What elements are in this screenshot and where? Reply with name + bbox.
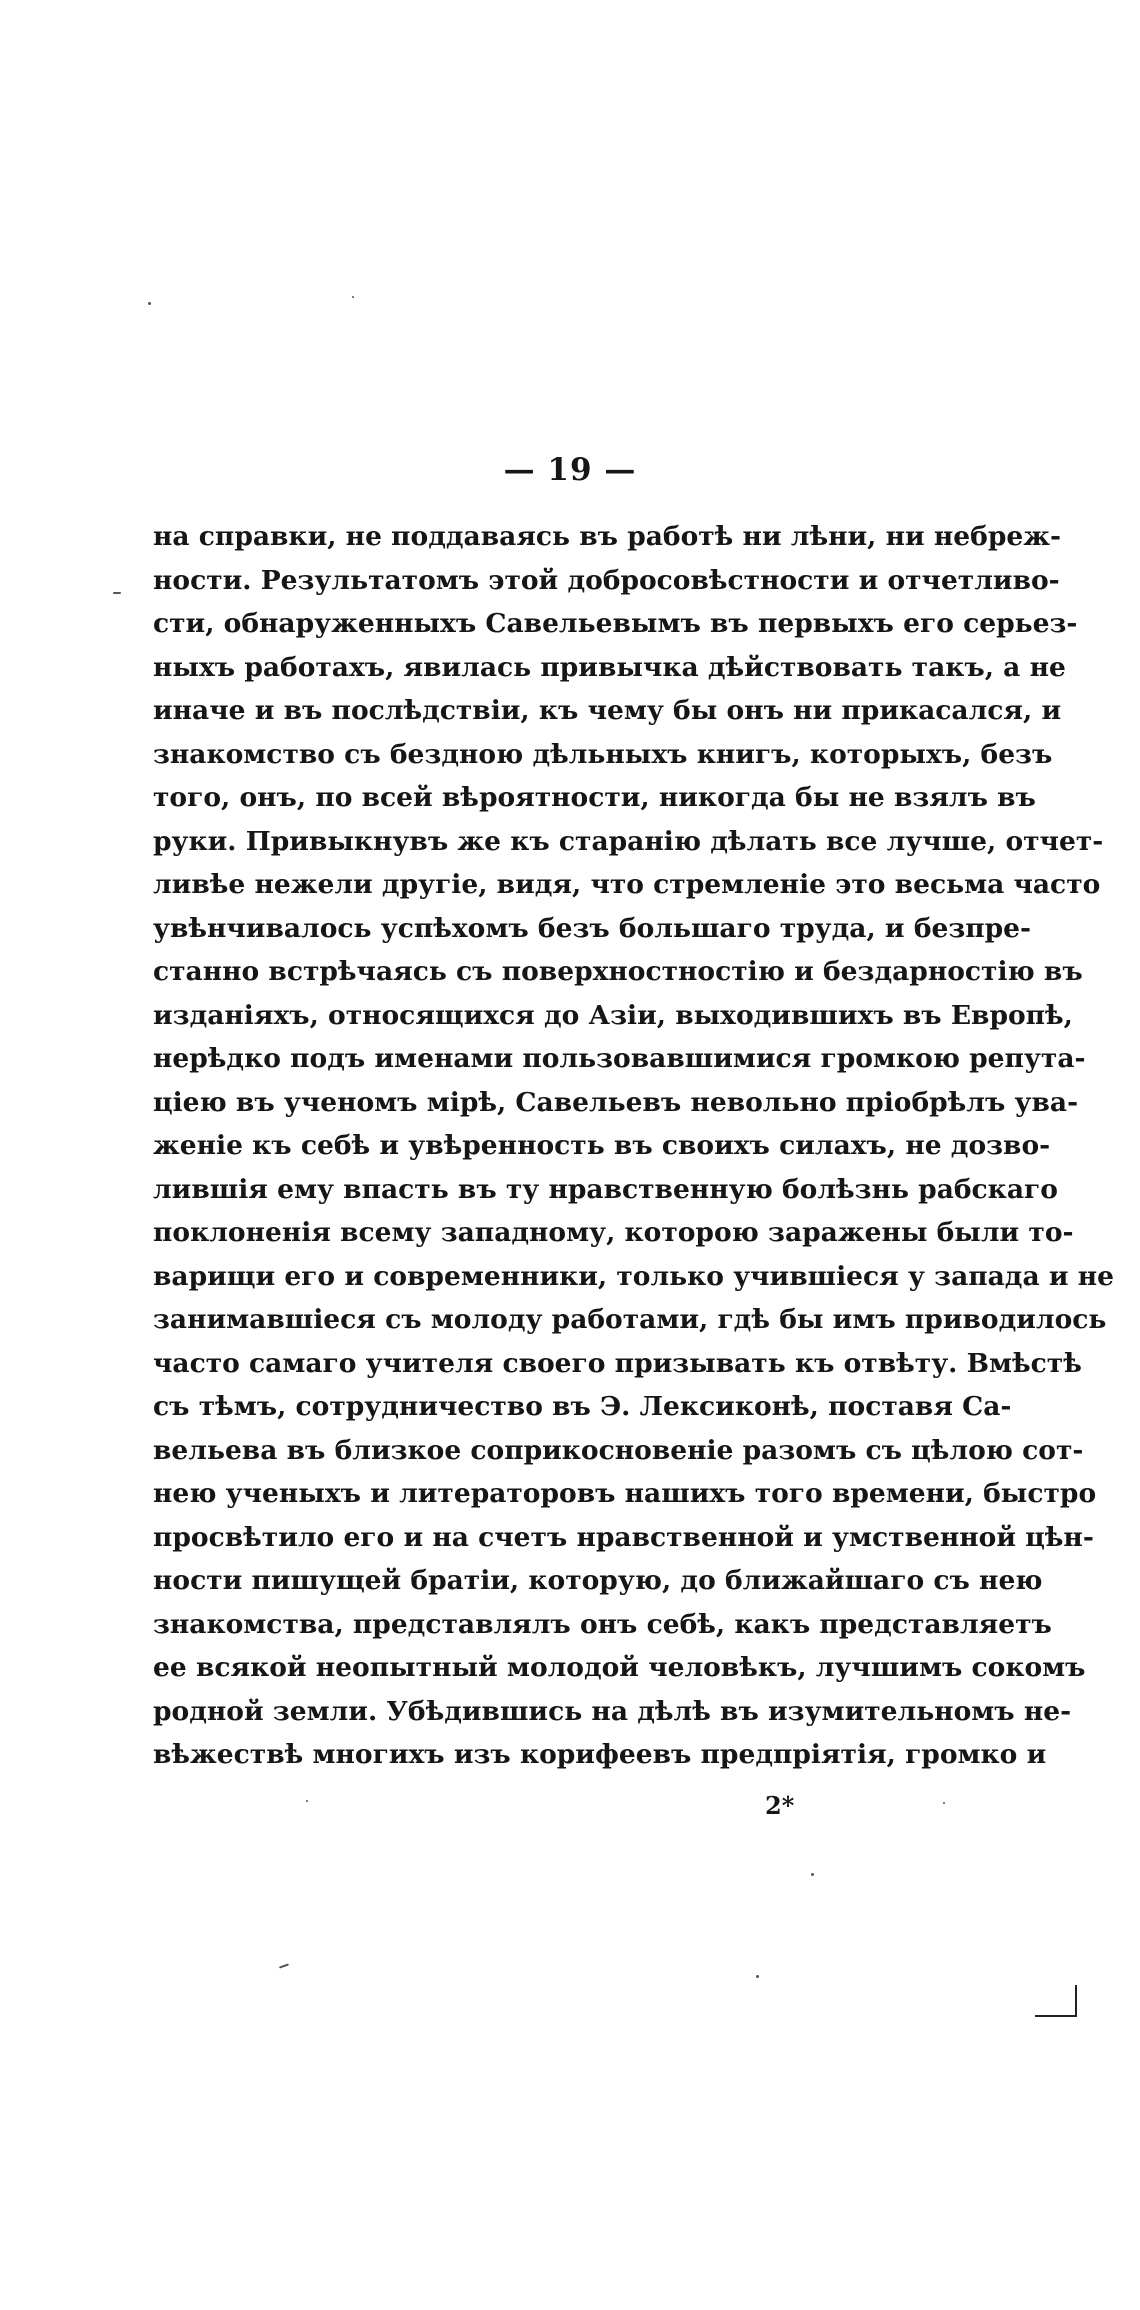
text-line: ности пишущей братіи, которую, до ближайшаго съ нею: [153, 1565, 1043, 1596]
page-number: — 19 —: [503, 452, 637, 488]
text-line: знакомства, представлялъ онъ себѣ, какъ представляетъ: [153, 1608, 1052, 1640]
text-line: часто самаго учителя своего призывать къ отвѣту. Вмѣстѣ: [153, 1347, 1082, 1379]
text-line: родной земли. Убѣдившись на дѣлѣ въ изумительномъ не-: [153, 1695, 1072, 1727]
scan-speck: [352, 296, 354, 298]
text-line: лившія ему впасть въ ту нравственную болѣзнь рабскаго: [153, 1173, 1058, 1205]
scan-speck: [756, 1975, 759, 1978]
body-text: [153, 515, 1115, 1777]
text-line: съ тѣмъ, сотрудничество въ Э. Лексиконѣ, поставя Са-: [153, 1391, 1012, 1422]
scan-speck: [306, 1800, 308, 1802]
text-line: ливѣе нежели другіе, видя, что стремленіе это весьма часто: [153, 869, 1101, 900]
text-line: вѣжествѣ многихъ изъ корифеевъ предпріятія, громко и: [153, 1739, 1047, 1770]
scan-speck: [279, 1963, 289, 1968]
scan-speck: [113, 592, 121, 594]
text-line: просвѣтило его и на счетъ нравственной и умственной цѣн-: [153, 1521, 1094, 1553]
text-line: сти, обнаруженныхъ Савельевымъ въ первыхъ его серьез-: [153, 608, 1078, 639]
text-line: изданіяхъ, относящихся до Азіи, выходившихъ въ Европѣ,: [153, 999, 1073, 1031]
text-line: ціею въ ученомъ мірѣ, Савельевъ невольно пріобрѣлъ ува-: [153, 1086, 1079, 1118]
signature-mark: 2*: [765, 1791, 795, 1820]
scan-speck: [148, 302, 151, 305]
text-line: на справки, не поддаваясь въ работѣ ни лѣни, ни небреж-: [153, 521, 1061, 552]
scan-speck: [811, 1873, 814, 1876]
text-line: руки. Привыкнувъ же къ старанію дѣлать все лучше, отчет-: [153, 825, 1104, 857]
text-line: ныхъ работахъ, явилась привычка дѣйствовать такъ, а не: [153, 651, 1066, 683]
text-line: занимавшіеся съ молоду работами, гдѣ бы имъ приводилось: [153, 1304, 1107, 1335]
corner-crop-mark: [1035, 1985, 1077, 2017]
text-line: знакомство съ бездною дѣльныхъ книгъ, которыхъ, безъ: [153, 738, 1053, 770]
text-line: увѣнчивалось успѣхомъ безъ большаго труда, и безпре-: [153, 912, 1032, 944]
text-line: станно встрѣчаясь съ поверхностностію и бездарностію въ: [153, 956, 1083, 987]
text-line: варищи его и современники, только учившіеся у запада и не: [153, 1260, 1115, 1292]
text-line: ее всякой неопытный молодой человѣкъ, лучшимъ сокомъ: [153, 1652, 1086, 1683]
text-line: иначе и въ послѣдствіи, къ чему бы онъ ни прикасался, и: [153, 695, 1062, 726]
text-line: нею ученыхъ и литераторовъ нашихъ того времени, быстро: [153, 1478, 1097, 1509]
text-line: вельева въ близкое соприкосновеніе разомъ съ цѣлою сот-: [153, 1434, 1084, 1466]
text-line: того, онъ, по всей вѣроятности, никогда бы не взялъ въ: [153, 782, 1036, 813]
text-line: нерѣдко подъ именами пользовавшимися громкою репута-: [153, 1043, 1086, 1074]
text-line: ности. Результатомъ этой добросовѣстности и отчетливо-: [153, 564, 1060, 596]
scan-speck: [943, 1802, 945, 1804]
text-line: женіе къ себѣ и увѣренность въ своихъ силахъ, не дозво-: [153, 1130, 1051, 1161]
text-line: поклоненія всему западному, которою заражены были то-: [153, 1217, 1074, 1248]
